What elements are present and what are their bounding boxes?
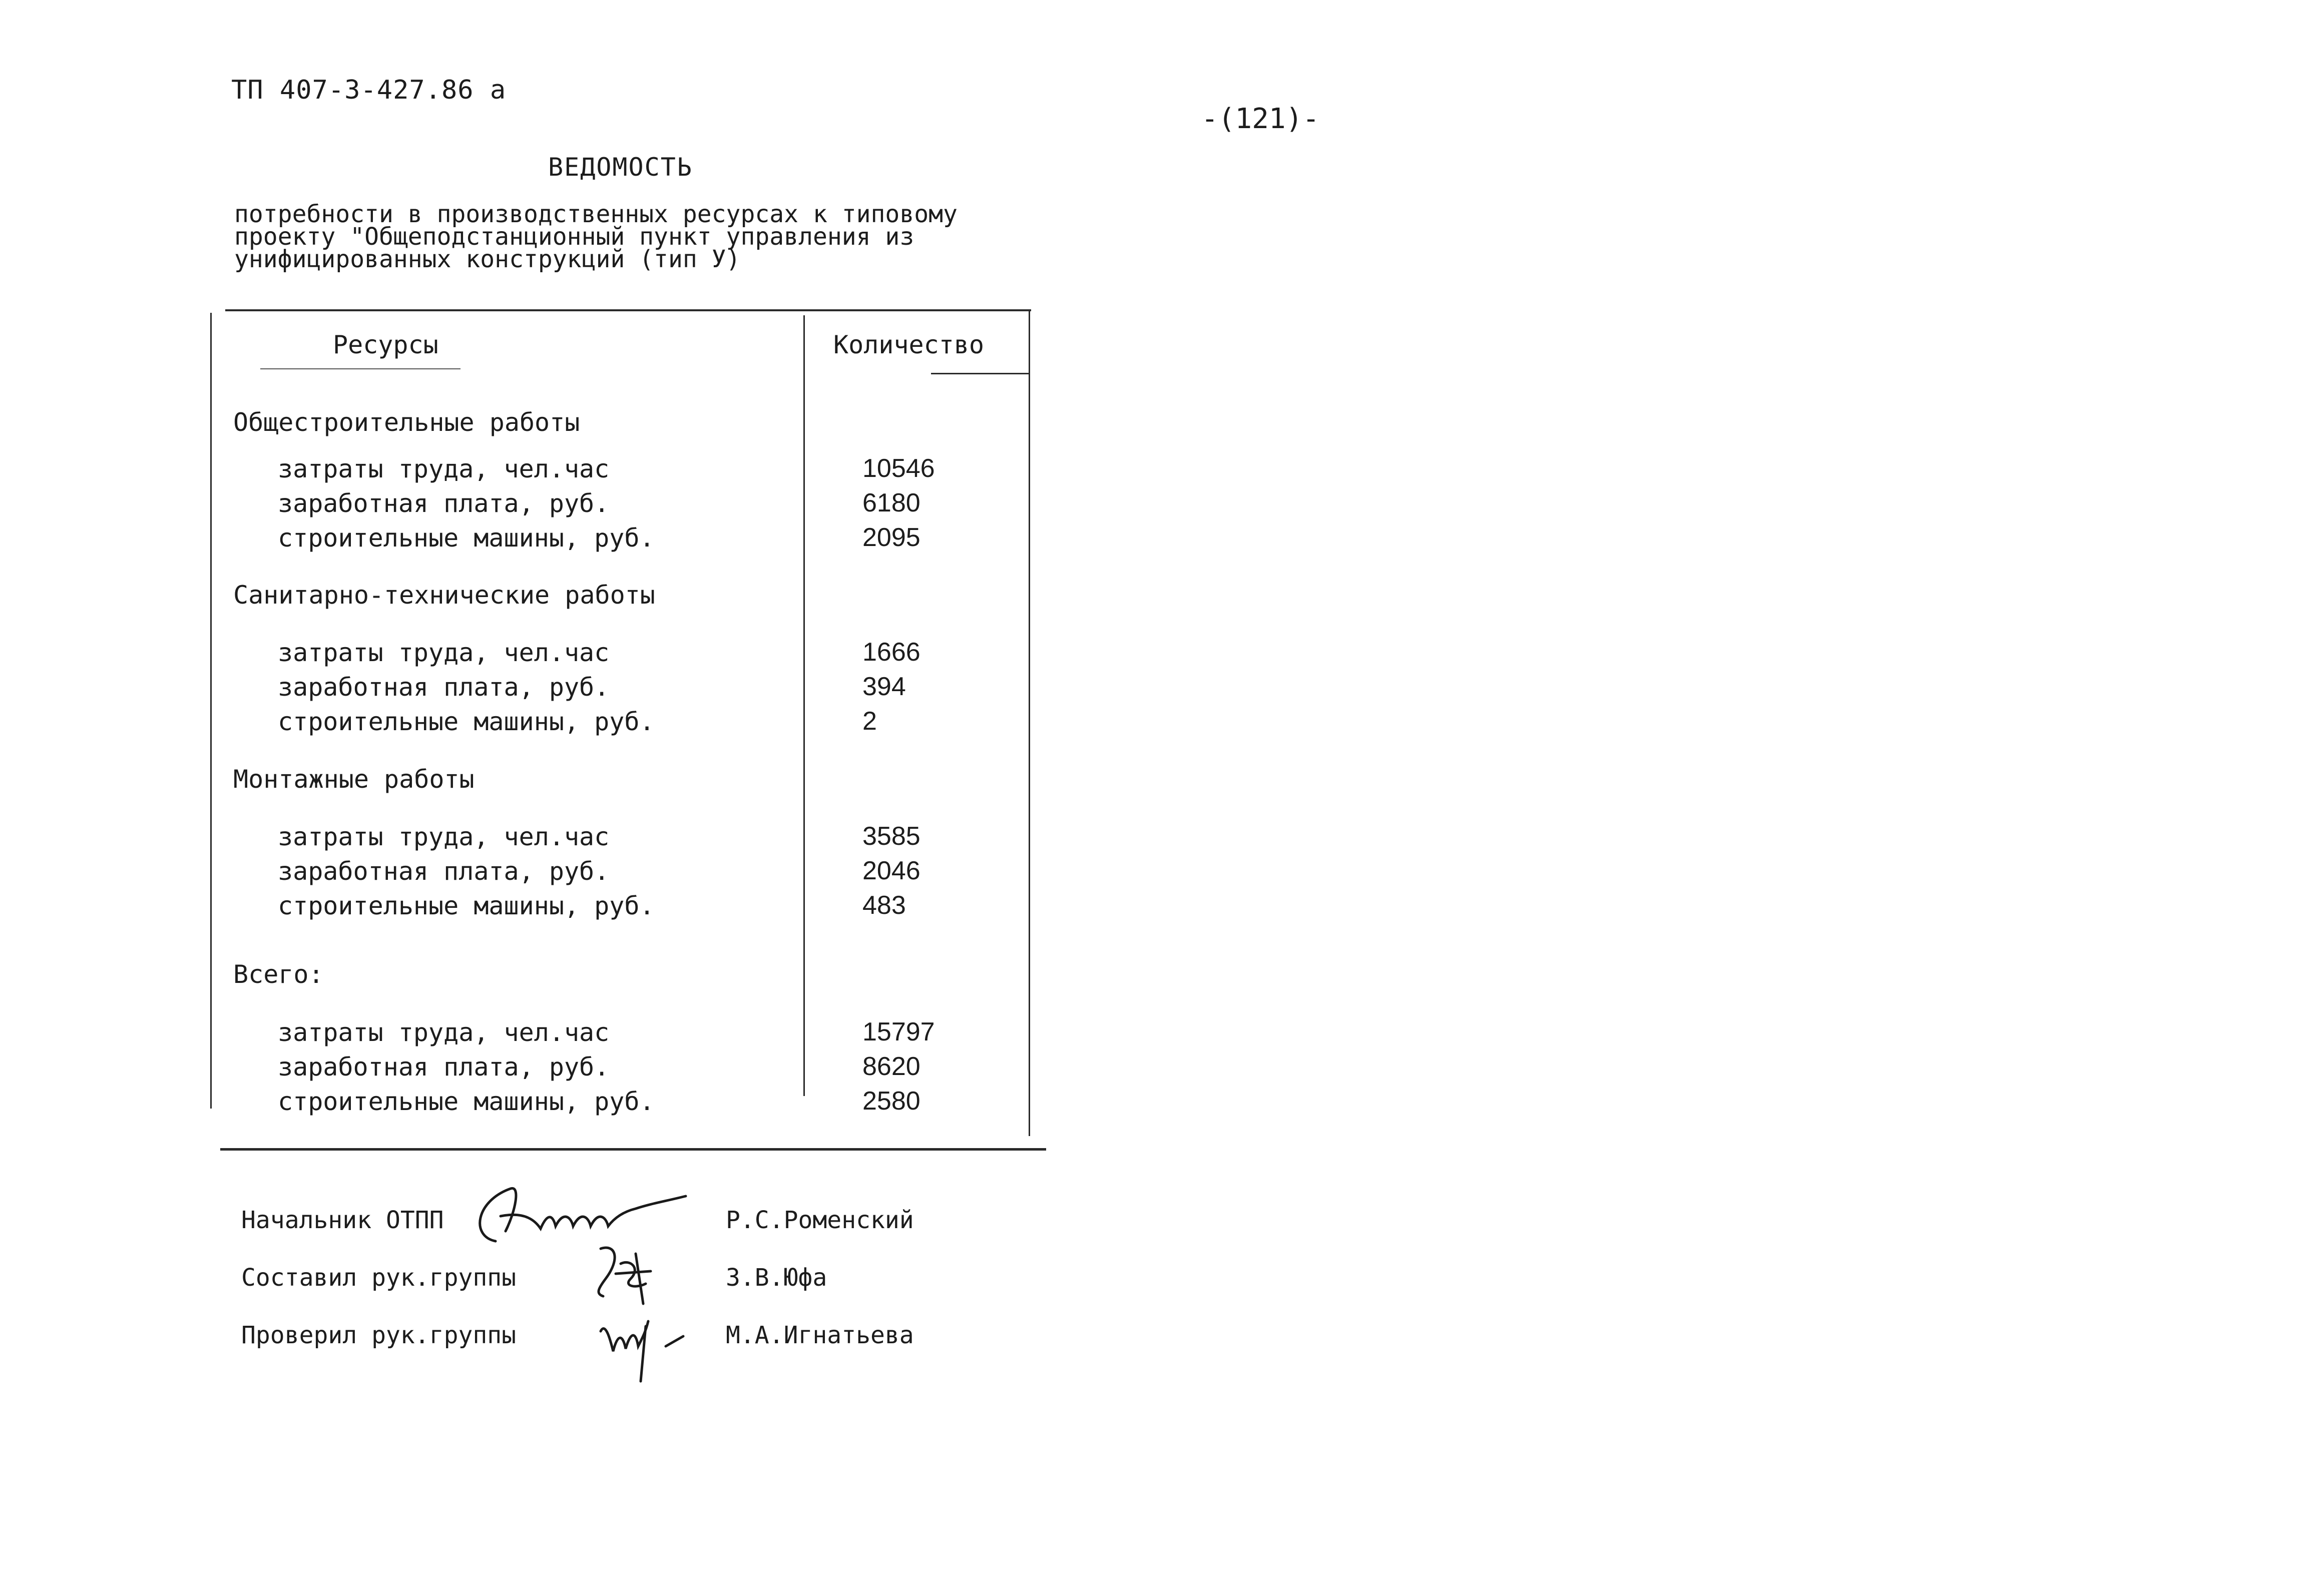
table-row-value: 8620	[862, 1052, 920, 1081]
section-title: Общестроительные работы	[233, 408, 580, 437]
subtitle-line: унифицированных конструкций (тип У)	[234, 245, 741, 273]
table-row-label: заработная плата, руб.	[278, 673, 610, 702]
column-header-quantity: Количество	[833, 330, 985, 359]
column-header-resources: Ресурсы	[333, 330, 438, 359]
section-title: Санитарно-технические работы	[233, 581, 655, 610]
table-row-value: 10546	[862, 454, 935, 483]
document-code: ТП 407-3-427.86 а	[231, 75, 507, 105]
table-row-value: 2	[862, 707, 877, 736]
table-row-label: строительные машины, руб.	[278, 1087, 655, 1116]
signature-role: Составил рук.группы	[241, 1264, 517, 1292]
table-row-value: 15797	[862, 1017, 935, 1046]
table-row-value: 2046	[862, 856, 920, 885]
page-number: -(121)-	[1201, 103, 1320, 135]
table-row-label: строительные машины, руб.	[278, 707, 655, 736]
signature-name: Р.С.Роменский	[726, 1206, 914, 1234]
handwritten-signature	[591, 1301, 691, 1386]
table-row-label: строительные машины, руб.	[278, 891, 655, 920]
signature-name: З.В.Юфа	[726, 1264, 827, 1292]
table-row-label: затраты труда, чел.час	[278, 1018, 610, 1047]
table-top-border	[225, 309, 1031, 311]
table-right-border	[1029, 310, 1030, 1136]
table-row-label: заработная плата, руб.	[278, 857, 610, 886]
table-left-border	[210, 313, 212, 1109]
subtitle-line: проекту "Общеподстанционный пункт управления из	[234, 223, 914, 251]
table-row-label: затраты труда, чел.час	[278, 454, 610, 483]
table-row-value: 2095	[862, 523, 920, 552]
table-row-label: затраты труда, чел.час	[278, 638, 610, 667]
header-underline	[931, 373, 1029, 374]
table-column-divider	[803, 315, 805, 1096]
signature-role: Проверил рук.группы	[241, 1321, 517, 1349]
table-row-value: 2580	[862, 1087, 920, 1116]
document-title: ВЕДОМОСТЬ	[548, 153, 693, 182]
table-row-label: заработная плата, руб.	[278, 1052, 610, 1082]
table-row-value: 483	[862, 891, 906, 920]
total-title: Всего:	[233, 960, 324, 989]
table-bottom-border	[220, 1148, 1046, 1151]
table-row-value: 3585	[862, 822, 920, 851]
table-row-label: строительные машины, руб.	[278, 523, 655, 553]
table-row-value: 394	[862, 672, 906, 701]
table-row-label: затраты труда, чел.час	[278, 822, 610, 851]
table-row-value: 1666	[862, 638, 920, 667]
table-row-value: 6180	[862, 488, 920, 517]
signature-role: Начальник ОТПП	[241, 1206, 444, 1234]
signature-name: М.А.Игнатьева	[726, 1321, 914, 1349]
table-row-label: заработная плата, руб.	[278, 489, 610, 518]
header-underline	[260, 368, 460, 369]
section-title: Монтажные работы	[233, 765, 475, 794]
subtitle-line: потребности в производственных ресурсах к типовому	[234, 200, 958, 228]
